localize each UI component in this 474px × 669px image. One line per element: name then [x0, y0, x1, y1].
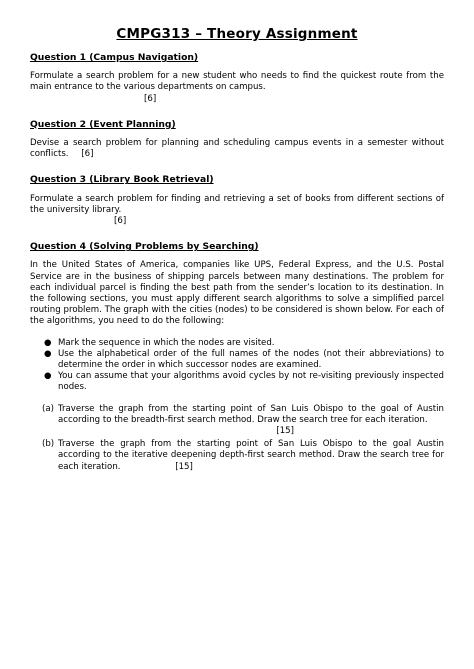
- question-3-heading: Question 3 (Library Book Retrieval): [30, 174, 214, 186]
- question-2-text: [30, 138, 444, 160]
- bullet-dot-icon: ●: [44, 348, 52, 359]
- question-2-heading: Question 2 (Event Planning): [30, 118, 176, 130]
- question-4-parts: [30, 404, 444, 473]
- bullet-text: You can assume that your algorithms avoid cycles by not re-visiting previously inspected nodes.: [58, 371, 444, 393]
- bullet-item: [30, 371, 444, 393]
- bullet-dot-icon: ●: [44, 371, 52, 382]
- bullet-text: Use the alphabetical order of the full names of the nodes (not their abbreviations) to determine the order in which successor nodes are examined.: [58, 348, 444, 371]
- question-1-body: Formulate a search problem for a new student who needs to find the quickest route from the main entrance to the various departments on campus.: [30, 71, 444, 93]
- question-3-text: [30, 194, 444, 216]
- question-2-body: Devise a search problem for planning and scheduling campus events in a semester without conflicts.: [30, 138, 444, 160]
- part-mark: [15]: [276, 426, 294, 437]
- part-mark: [15]: [175, 461, 193, 472]
- question-1: [30, 52, 444, 105]
- bullet-dot-icon: ●: [44, 337, 52, 348]
- question-3: [30, 174, 444, 227]
- question-4-intro: In the United States of America, companies like UPS, Federal Express, and the U.S. Postal Service are in the business of shipping parcels between many destinations. The problem for each individual parcel is finding the best path from the sender’s location to its destination. In the following sections, you must apply different search algorithms to solve a simplified parcel routing problem. The graph with the cities (nodes) to be considered is shown below. For each of the algorithms, you need to do the following:: [30, 260, 444, 327]
- question-4-heading: Question 4 (Solving Problems by Searching): [30, 241, 259, 253]
- question-4-part-b: [30, 439, 444, 473]
- question-4: [30, 241, 444, 473]
- question-2-mark: [6]: [81, 149, 94, 160]
- bullet-text: Mark the sequence in which the nodes are visited.: [58, 337, 275, 348]
- document-title: CMPG313 – Theory Assignment: [116, 26, 358, 42]
- question-2: [30, 119, 444, 161]
- part-text: Traverse the graph from the starting point of San Luis Obispo to the goal Austin according to the iterative deepening depth-first search method. Draw the search tree for each iteration.: [58, 439, 444, 472]
- bullet-item: [30, 349, 444, 371]
- question-3-mark: [6]: [114, 216, 127, 227]
- part-label: (b): [42, 439, 55, 450]
- document-body: [30, 52, 444, 487]
- part-label: (a): [42, 403, 54, 414]
- question-1-text: [30, 71, 444, 93]
- question-3-body: Formulate a search problem for finding and retrieving a set of books from different sections of the university library.: [30, 193, 444, 215]
- question-4-bullets: [30, 338, 444, 394]
- question-1-mark: [6]: [144, 93, 157, 104]
- part-text: Traverse the graph from the starting point of San Luis Obispo to the goal of Austin according to the breadth-first search method. Draw the search tree for each iteration.: [58, 403, 444, 425]
- question-4-part-a: [30, 404, 444, 438]
- bullet-item: [30, 338, 444, 349]
- question-1-heading: Question 1 (Campus Navigation): [30, 52, 199, 63]
